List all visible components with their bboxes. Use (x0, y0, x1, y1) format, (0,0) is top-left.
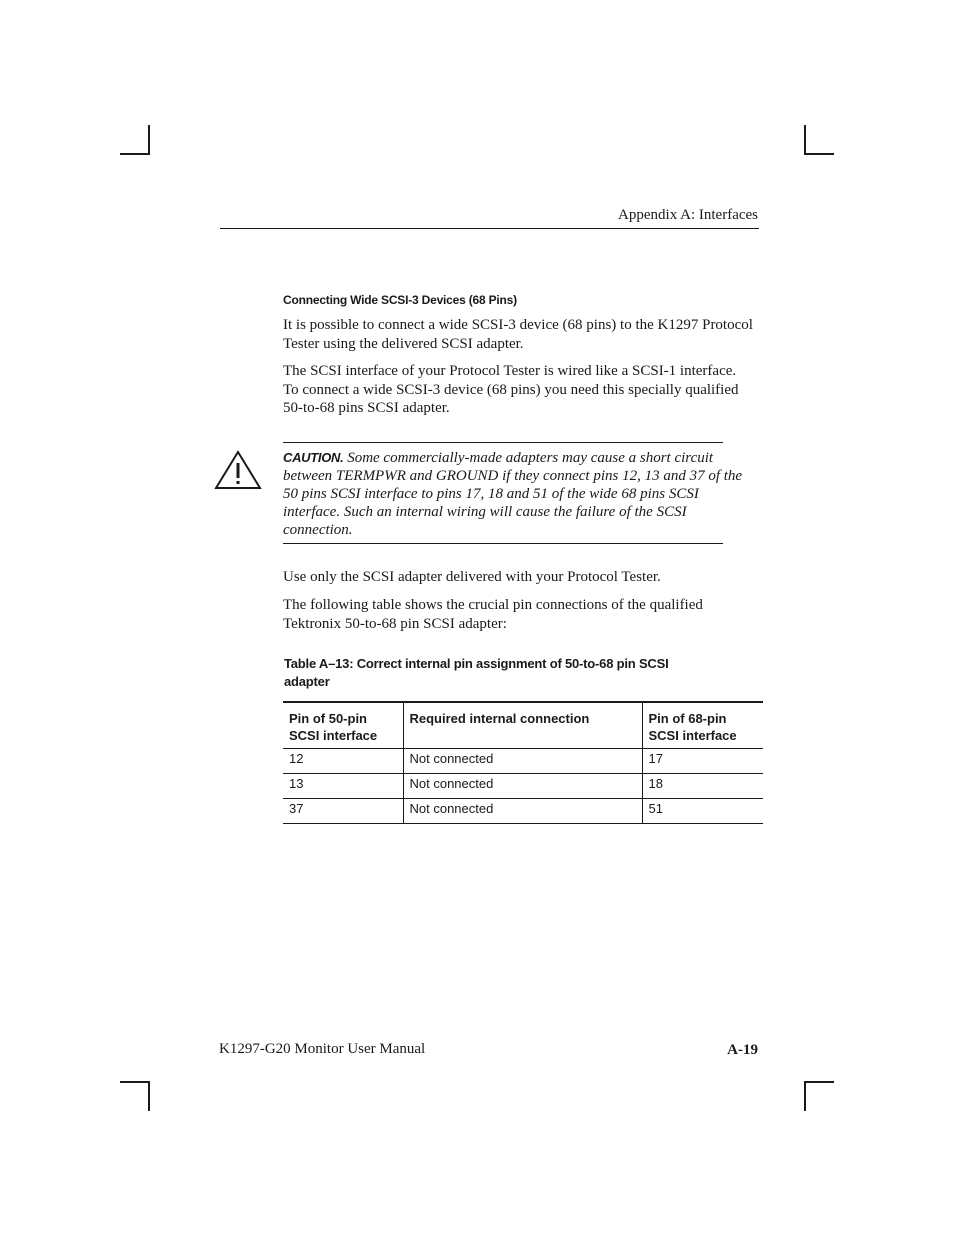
warning-triangle-icon (214, 449, 262, 496)
header-rule (220, 228, 759, 229)
table-row (283, 774, 763, 799)
table-cell: 37 (283, 799, 403, 824)
table-cell: Not connected (403, 774, 642, 799)
crop-mark-top-left (148, 125, 150, 155)
table-row (283, 749, 763, 774)
running-header: Appendix A: Interfaces (618, 207, 758, 223)
table-header-row (283, 702, 763, 749)
caution-body: Some commercially-made adapters may cause a short circuit between TERMPWR and GROUND if they connect pins 12, 13 and 37 of the 50 pins SCSI interface to pins 17, 18 and 51 of the wide 68 pins SCSI interface. Such an internal wiring will cause the failure of the SCSI connection. (283, 450, 743, 538)
column-header: Pin of 50-pin SCSI interface (283, 702, 403, 749)
pin-assignment-table (283, 701, 763, 824)
paragraph: The following table shows the crucial pin connections of the qualified Tektronix 50-to-68 pin SCSI adapter: (283, 597, 703, 632)
paragraph: The SCSI interface of your Protocol Tester is wired like a SCSI-1 interface. To connect a wide SCSI-3 device (68 pins) you need this specially qualified 50-to-68 pins SCSI adapter. (283, 363, 739, 416)
table-row (283, 799, 763, 824)
table-cell: 51 (642, 799, 763, 824)
table-cell: 13 (283, 774, 403, 799)
table-cell: 17 (642, 749, 763, 774)
footer-manual-title: K1297-G20 Monitor User Manual (219, 1041, 426, 1057)
page-number: A-19 (727, 1042, 758, 1058)
crop-mark-top-right (804, 153, 834, 155)
crop-mark-bottom-left (148, 1081, 150, 1111)
column-header: Pin of 68-pin SCSI interface (642, 702, 763, 749)
crop-mark-bottom-right (804, 1081, 806, 1111)
crop-mark-top-left (120, 153, 150, 155)
crop-mark-bottom-left (120, 1081, 150, 1083)
column-header: Required internal connection (403, 702, 642, 749)
paragraph: It is possible to connect a wide SCSI-3 device (68 pins) to the K1297 Protocol Tester using the delivered SCSI adapter. (283, 317, 753, 352)
caution-top-rule (283, 442, 723, 443)
caution-label: CAUTION. (283, 450, 344, 465)
table-cell: Not connected (403, 799, 642, 824)
table-cell: 12 (283, 749, 403, 774)
table-cell: Not connected (403, 749, 642, 774)
paragraph: Use only the SCSI adapter delivered with your Protocol Tester. (283, 569, 661, 585)
crop-mark-bottom-right (804, 1081, 834, 1083)
caution-bottom-rule (283, 543, 723, 544)
table-caption: Table A–13: Correct internal pin assignment of 50-to-68 pin SCSI adapter (284, 656, 669, 689)
table-cell: 18 (642, 774, 763, 799)
section-heading: Connecting Wide SCSI-3 Devices (68 Pins) (283, 293, 517, 307)
crop-mark-top-right (804, 125, 806, 155)
caution-text (283, 449, 753, 539)
